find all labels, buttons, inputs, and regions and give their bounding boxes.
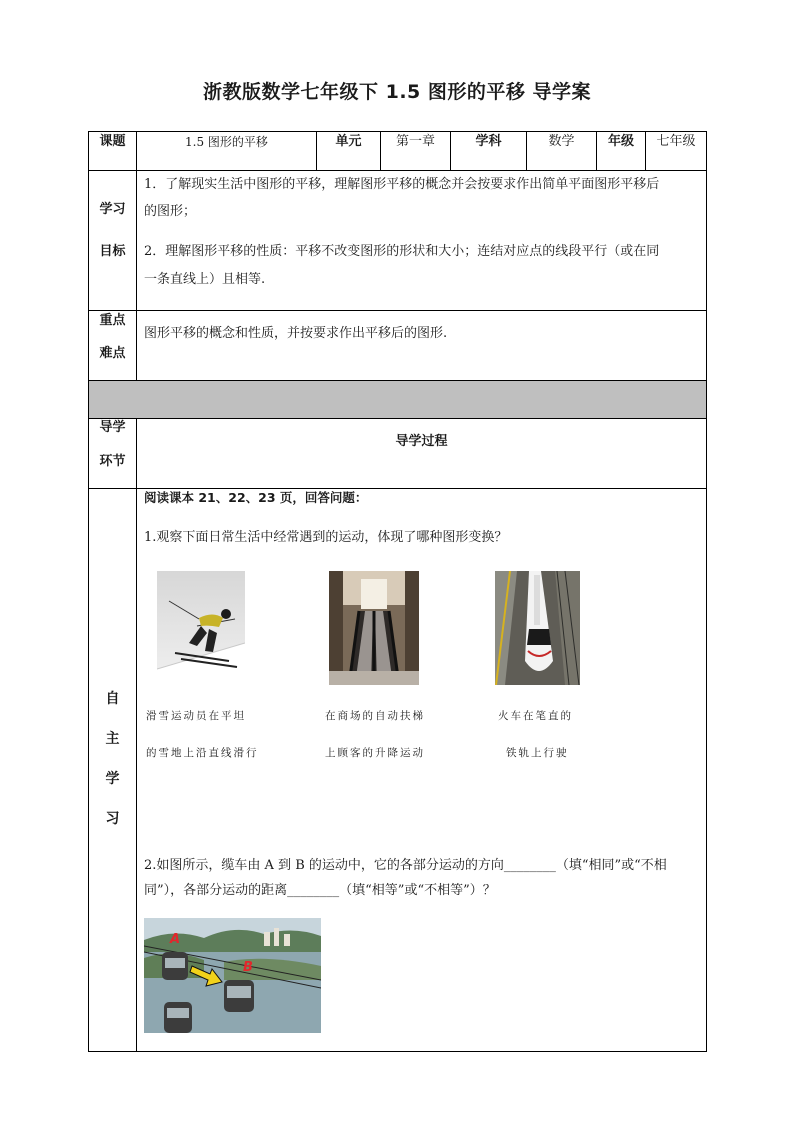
goal-2-line-1: 2．理解图形平移的性质：平移不改变图形的形状和大小；连结对应点的线段平行（或在同 [144, 244, 660, 259]
focus-text: 图形平移的概念和性质，并按要求作出平移后的图形. [144, 326, 448, 341]
table-rule [88, 310, 707, 311]
cable-car-image [144, 918, 321, 1033]
escalator-image [329, 571, 419, 685]
unit-value: 第一章 [395, 134, 435, 149]
caption-train-line-2: 铁轨上行驶 [506, 747, 569, 759]
shaded-row [89, 381, 706, 418]
goals-label-1: 学习 [99, 202, 126, 217]
caption-escalator-line-2: 上顾客的升降运动 [325, 747, 425, 759]
point-b-label: B [243, 960, 253, 975]
grade-label: 年级 [607, 134, 634, 149]
table-border-bottom [88, 1051, 707, 1052]
subject-title-label: 课题 [99, 134, 126, 149]
table-border-left [88, 131, 89, 1052]
caption-skier-line-2: 的雪地上沿直线滑行 [146, 747, 259, 759]
goal-2-line-2: 一条直线上）且相等. [144, 272, 266, 287]
caption-skier-line-1: 滑雪运动员在平坦 [146, 710, 246, 722]
question-1: 1.观察下面日常生活中经常遇到的运动，体现了哪种图形变换？ [144, 530, 508, 545]
focus-label-1: 重点 [99, 313, 126, 328]
table-border-right [706, 131, 707, 1052]
goals-label-2: 目标 [99, 244, 126, 259]
self-study-intro: 阅读课本 21、22、23 页，回答问题： [144, 490, 368, 505]
subject-title-value: 1.5 图形的平移 [185, 135, 268, 149]
skier-image [157, 571, 245, 685]
discipline-value: 数学 [548, 134, 575, 149]
train-image [495, 571, 580, 685]
self-study-label-char-1: 自 [105, 691, 120, 707]
point-a-label: A [170, 932, 181, 947]
process-heading: 导学过程 [395, 434, 448, 449]
page-title: 浙教版数学七年级下 1.5 图形的平移 导学案 [202, 81, 591, 103]
self-study-label-char-2: 主 [105, 731, 120, 747]
table-rule [88, 418, 707, 419]
unit-label: 单元 [335, 134, 362, 149]
goal-1-line-2: 的图形； [144, 204, 197, 219]
table-col-rule [136, 418, 137, 1051]
table-col-rule [136, 131, 137, 380]
goal-1-line-1: 1．了解现实生活中图形的平移，理解图形平移的概念并会按要求作出简单平面图形平移后 [144, 177, 660, 192]
question-2-line-1: 2.如图所示，缆车由 A 到 B 的运动中，它的各部分运动的方向________（填“相同”或“不相 [144, 858, 667, 873]
process-label-2: 环节 [99, 454, 126, 469]
self-study-label-char-3: 学 [105, 771, 120, 787]
caption-escalator-line-1: 在商场的自动扶梯 [325, 710, 425, 722]
discipline-label: 学科 [475, 134, 502, 149]
process-label-1: 导学 [99, 420, 126, 435]
caption-train-line-1: 火车在笔直的 [498, 710, 573, 722]
question-2-line-2: 同”），各部分运动的距离________（填“相等”或“不相等”）？ [144, 883, 496, 898]
focus-label-2: 难点 [99, 346, 126, 361]
grade-value: 七年级 [656, 134, 696, 149]
self-study-label-char-4: 习 [105, 811, 120, 827]
